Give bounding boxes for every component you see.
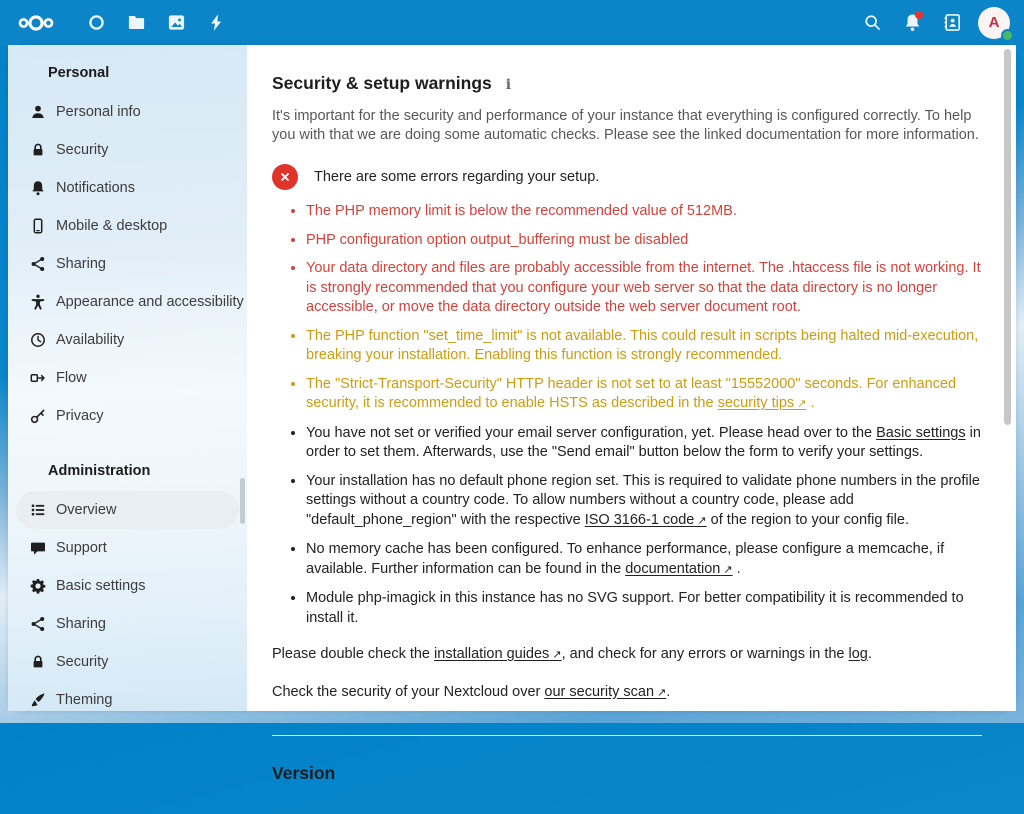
sidebar-item-label: Theming [56,692,113,708]
sidebar-item-label: Sharing [56,256,106,272]
sidebar-item-label: Appearance and accessibility [56,294,244,310]
sidebar-item-security[interactable] [16,643,239,681]
version-section [272,735,982,814]
app-content [8,45,1016,783]
sidebar-item-label: Security [56,654,109,670]
accessibility-icon [30,294,46,310]
sidebar-item-sharing[interactable] [16,245,239,283]
version-heading: Version [272,763,336,783]
footer-line: Please double check the installation guides ↗, and check for any errors or warnings in the log. [272,646,872,662]
sidebar-item-label: Security [56,142,109,158]
user-icon [30,104,46,120]
page-title: Security & setup warnings [272,73,492,93]
link-iso-3166-1-code[interactable]: ISO 3166-1 code ↗ [584,511,707,528]
settings-sidebar [8,45,247,711]
dashboard-icon [87,13,106,32]
sidebar-item-label: Personal info [56,104,141,120]
online-status-dot [1001,29,1014,42]
share-icon [30,616,46,632]
check-item: • You have not set or verified your email server configuration, yet. Please head over to the Basic settings in order to set them. Afterwards, use the "Send email" button below the form to verify your settings. [306,424,982,463]
external-link-icon: ↗ [794,398,807,410]
sidebar-item-label: Overview [56,502,117,518]
check-list-warning [272,327,982,415]
check-item: • The PHP memory limit is below the recommended value of 512MB. [306,202,982,222]
sidebar-item-label: Availability [56,332,125,348]
check-item: • PHP configuration option output_buffering must be disabled [306,231,982,251]
flow-icon [30,370,46,386]
settings-main [247,45,1016,783]
lock-icon [30,142,46,158]
sidebar-item-label: Privacy [56,408,104,424]
link-installation-guides[interactable]: installation guides ↗ [434,646,562,662]
app-photos-button[interactable] [156,0,196,45]
error-banner [272,164,982,190]
app-files-button[interactable] [116,0,156,45]
sidebar-item-privacy[interactable] [16,397,239,435]
search-button[interactable] [852,0,892,45]
error-banner-text: There are some errors regarding your setup. [314,169,600,185]
sidebar-item-notifications[interactable] [16,169,239,207]
topbar [0,0,1024,45]
check-item: • The "Strict-Transport-Security" HTTP header is not set to at least "15552000" seconds. For enhanced security, it is recommended to enable HSTS as described in the security tips ↗ . [306,375,982,415]
sidebar-item-sharing[interactable] [16,605,239,643]
check-item: • Module php-imagick in this instance has no SVG support. For better compatibility it is recommended to install it. [306,589,982,628]
sidebar-item-label: Basic settings [56,578,146,594]
check-item: • No memory cache has been configured. To enhance performance, please configure a memcache, if available. Further information can be found in the documentation ↗ . [306,540,982,580]
sidebar-scrollbar[interactable] [240,478,245,524]
activity-icon [207,13,226,32]
info-icon[interactable]: i [505,77,512,93]
app-dashboard-button[interactable] [76,0,116,45]
sidebar-item-support[interactable] [16,529,239,567]
sidebar-item-availability[interactable] [16,321,239,359]
check-item: • Your data directory and files are probably accessible from the internet. The .htaccess file is not working. It is strongly recommended that you configure your web server so that the data directory is no longer accessible, or move the data directory outside the web server document root. [306,259,982,318]
sidebar-item-label: Mobile & desktop [56,218,168,234]
notification-badge [915,11,923,19]
external-link-icon: ↗ [654,686,667,699]
app-activity-button[interactable] [196,0,236,45]
external-link-icon: ↗ [694,514,707,527]
link-security-tips[interactable]: security tips ↗ [717,395,807,411]
sidebar-item-personal-info[interactable] [16,93,239,131]
setup-check-footer [272,645,982,703]
nextcloud-logo-icon[interactable] [12,10,60,36]
sidebar-item-label: Flow [56,370,87,386]
sidebar-item-mobile-desktop[interactable] [16,207,239,245]
check-list-error [272,202,982,318]
sidebar-section-header-personal: Personal [48,65,110,81]
contacts-button[interactable] [932,0,972,45]
topbar-actions [852,0,972,45]
sidebar-section-header-administration: Administration [48,463,151,479]
notifications-button[interactable] [892,0,932,45]
setup-check-lists [272,202,982,628]
intro-text: It's important for the security and performance of your instance that everything is configured correctly. To help you with that we are doing some automatic checks. Please see the linked documentation for more information. [272,108,979,143]
link-our-security-scan[interactable]: our security scan ↗ [544,683,667,700]
sidebar-item-security[interactable] [16,131,239,169]
sidebar-item-flow[interactable] [16,359,239,397]
sidebar-nav [8,53,247,719]
error-circle-icon [272,164,298,190]
key-icon [30,408,46,424]
external-link-icon: ↗ [720,563,733,576]
list-icon [30,502,46,518]
external-link-icon: ↗ [549,649,562,661]
sidebar-item-appearance-and-accessibility[interactable] [16,283,244,321]
phone-icon [30,218,46,234]
photos-icon [167,13,186,32]
sidebar-item-basic-settings[interactable] [16,567,239,605]
check-item: • Your installation has no default phone region set. This is required to validate phone numbers in the profile settings without a country code. To allow numbers without a country code, please add "default_phone_region" with the respective ISO 3166-1 code ↗ of the region to your config file. [306,472,982,532]
chat-icon [30,540,46,556]
brush-icon [30,692,46,708]
lock-icon [30,654,46,670]
search-icon [863,13,882,32]
sidebar-item-overview[interactable] [16,491,239,529]
check-item: • The PHP function "set_time_limit" is not available. This could result in scripts being halted mid-execution, breaking your installation. Enabling this function is strongly recommended. [306,327,982,366]
sidebar-item-label: Notifications [56,180,135,196]
main-scrollbar[interactable] [1004,49,1011,425]
files-icon [127,13,146,32]
sidebar-item-label: Sharing [56,616,106,632]
check-list-info [272,424,982,629]
link-documentation[interactable]: documentation ↗ [625,560,733,577]
contacts-icon [943,13,962,32]
sidebar-item-theming[interactable] [16,681,239,719]
section-heading-row [272,73,982,94]
topbar-app-menu [76,0,236,45]
clock-icon [30,332,46,348]
avatar-initial: A [978,7,1010,39]
footer-line: Check the security of your Nextcloud over our security scan ↗. [272,683,671,700]
user-avatar[interactable] [972,0,1016,45]
link-log[interactable]: log [848,646,868,662]
link-basic-settings[interactable]: Basic settings [876,424,966,441]
share-icon [30,256,46,272]
bell-icon [30,180,46,196]
sidebar-item-label: Support [56,540,107,556]
gear-icon [30,578,46,594]
